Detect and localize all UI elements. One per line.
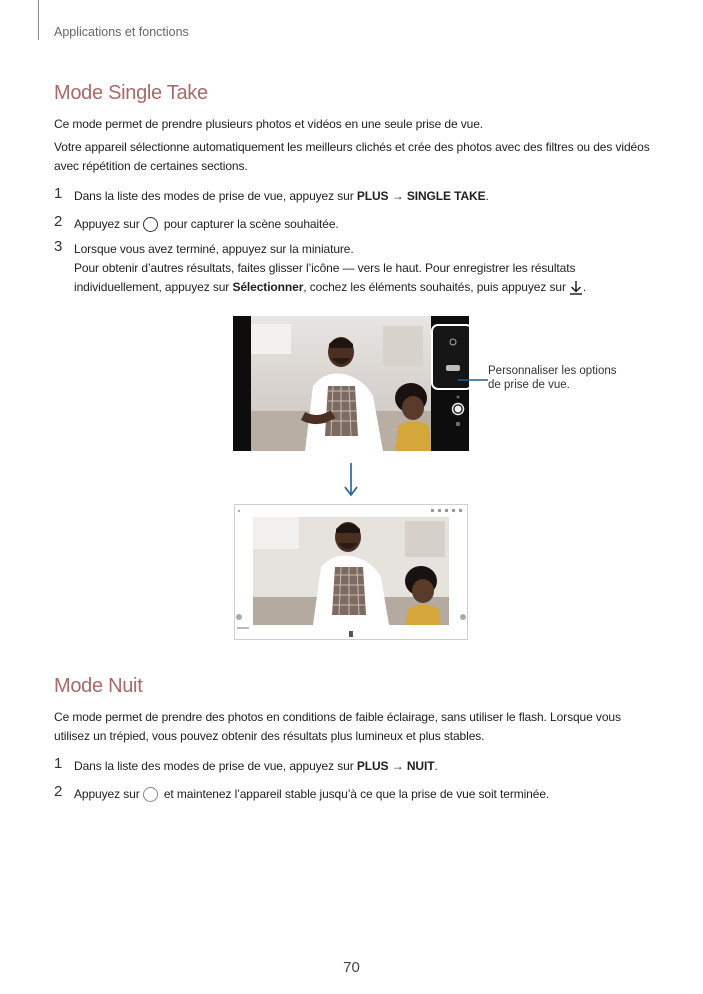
step-text: Dans la liste des modes de prise de vue, appuyez sur [74,189,357,203]
single-take-step-2 [74,215,659,234]
select-label: Sélectionner [232,280,304,294]
step-number: 1 [54,185,63,202]
single-take-intro: Ce mode permet de prendre plusieurs photos et vidéos en une seule prise de vue. [54,117,484,131]
step-text: . [434,759,438,773]
plus-label: PLUS [356,759,389,773]
single-take-title: Mode Single Take [54,82,208,104]
step-text: Lorsque vous avez terminé, appuyez sur la miniature. [74,242,354,256]
single-take-step-1 [74,187,659,206]
step-text: Appuyez sur [74,217,140,231]
arrow-text: → [388,189,407,203]
night-step-2 [74,785,659,804]
step-text: . [582,280,587,294]
header-rule [38,0,39,40]
step-text-detail [74,259,659,301]
single-take-step-3 [74,240,659,301]
callout-text: Personnaliser les options [488,365,617,377]
night-description: Ce mode permet de prendre des photos en conditions de faible éclairage, sans utiliser le flash. Lorsque vous utilisez un trépied, vous pouvez obtenir des résultats plus lumineux et plus stables. [54,710,621,743]
step-text: Pour obtenir d’autres résultats, faites glisser l’icône — vers le haut. Pour enregistrer les résultats individuellement, appuyez sur [74,261,576,294]
result-viewer-screenshot [234,504,468,640]
arrow-text: → [388,759,407,773]
step-number: 2 [54,213,63,230]
night-title: Mode Nuit [54,675,143,697]
shutter-button-icon [143,787,158,802]
download-icon [569,280,583,301]
night-step-1 [74,757,659,776]
single-take-label: SINGLE TAKE [406,189,486,203]
step-number: 3 [54,238,63,255]
down-arrow-icon [343,463,359,502]
step-text: , cochez les éléments souhaités, puis appuyez sur [303,280,566,294]
step-text: Appuyez sur [74,787,140,801]
step-number: 2 [54,783,63,800]
step-text: . [485,189,489,203]
camera-options-callout [488,364,617,392]
night-label: NUIT [406,759,435,773]
single-take-description: Votre appareil sélectionne automatiquement les meilleurs clichés et crée des photos avec des filtres ou des vidéos avec répétition de certaines sections. [54,140,650,173]
step-text: et maintenez l’appareil stable jusqu’à ce que la prise de vue soit terminée. [160,787,550,801]
step-number: 1 [54,755,63,772]
page-number: 70 [343,959,360,976]
plus-label: PLUS [356,189,389,203]
section-header: Applications et fonctions [54,25,189,39]
callout-connector [458,369,488,387]
step-text: pour capturer la scène souhaitée. [160,217,339,231]
step-text: Dans la liste des modes de prise de vue, appuyez sur [74,759,357,773]
camera-preview-screenshot [233,316,469,451]
shutter-button-icon [143,217,158,232]
callout-text: de prise de vue. [488,379,570,391]
